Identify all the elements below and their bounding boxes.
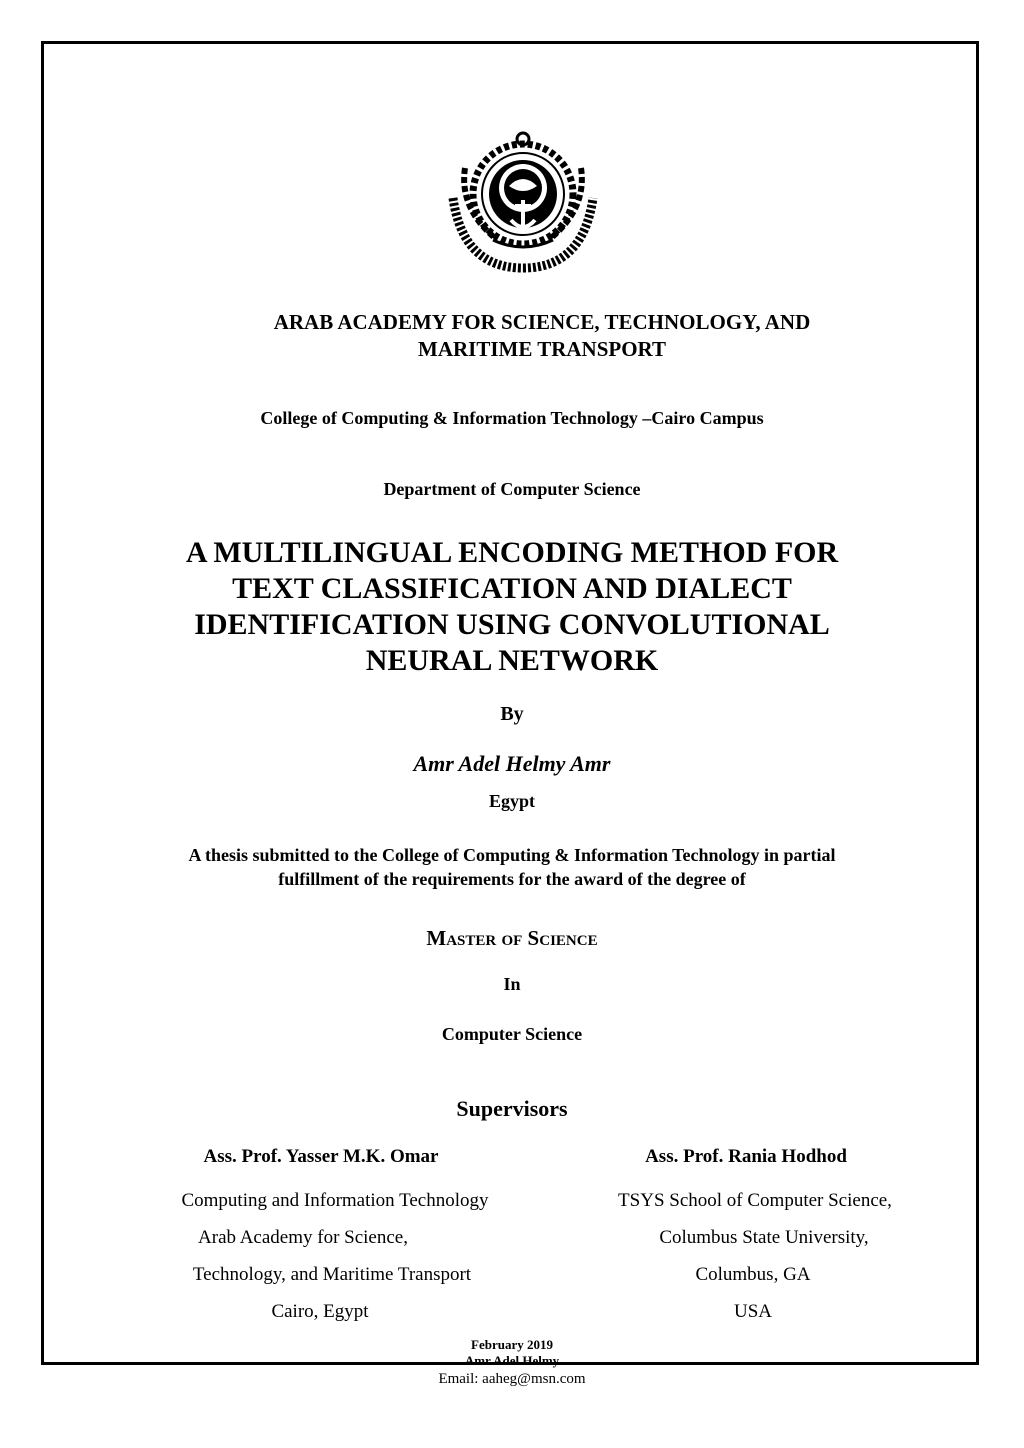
supervisor-affiliation-line: TSYS School of Computer Science, [618,1190,892,1211]
academy-seal-icon [443,128,603,278]
department-name: Department of Computer Science [383,479,641,499]
thesis-statement [0,843,1024,891]
footer-author: Amr Adel Helmy [464,1353,560,1368]
thesis-statement-line1: A thesis submitted to the College of Computing & Information Technology in partial [188,845,836,865]
supervisor-1 [150,1146,520,1330]
title-line: A MULTILINGUAL ENCODING METHOD FOR [185,536,839,569]
institution-name [30,309,1024,363]
thesis-title [0,535,1024,679]
thesis-statement-line2: fulfillment of the requirements for the award of the degree of [278,869,746,889]
footer-date: February 2019 [471,1337,553,1352]
supervisor-affiliation-line: Columbus, GA [695,1264,811,1285]
supervisor-name: Ass. Prof. Yasser M.K. Omar [203,1146,439,1167]
author-country: Egypt [488,791,535,811]
institution-name-line2: MARITIME TRANSPORT [418,337,666,361]
in-label: In [503,974,521,994]
supervisor-affiliation-line: Technology, and Maritime Transport [192,1264,472,1285]
degree-field: Computer Science [441,1024,583,1044]
by-label: By [500,703,524,725]
degree-name: Master of Science [426,926,598,950]
footer-email: Email: aaheg@msn.com [438,1371,586,1387]
supervisor-affiliation-line: Columbus State University, [659,1227,869,1248]
title-line: TEXT CLASSIFICATION AND DIALECT [232,572,792,605]
author-name: Amr Adel Helmy Amr [413,751,611,776]
institution-name-line1: ARAB ACADEMY FOR SCIENCE, TECHNOLOGY, AND [273,310,811,334]
college-name: College of Computing & Information Technology –Cairo Campus [260,408,764,428]
supervisor-affiliation-line: Cairo, Egypt [271,1301,369,1322]
supervisor-affiliation-line: Arab Academy for Science, [198,1227,408,1248]
supervisor-name: Ass. Prof. Rania Hodhod [645,1146,847,1167]
supervisor-2 [570,1146,940,1330]
title-line: IDENTIFICATION USING CONVOLUTIONAL [194,608,830,641]
title-line: NEURAL NETWORK [365,644,659,677]
footer-block [0,1337,1024,1369]
supervisors-heading: Supervisors [456,1096,568,1121]
supervisor-affiliation-line: USA [733,1301,772,1322]
supervisor-affiliation-line: Computing and Information Technology [181,1190,489,1211]
